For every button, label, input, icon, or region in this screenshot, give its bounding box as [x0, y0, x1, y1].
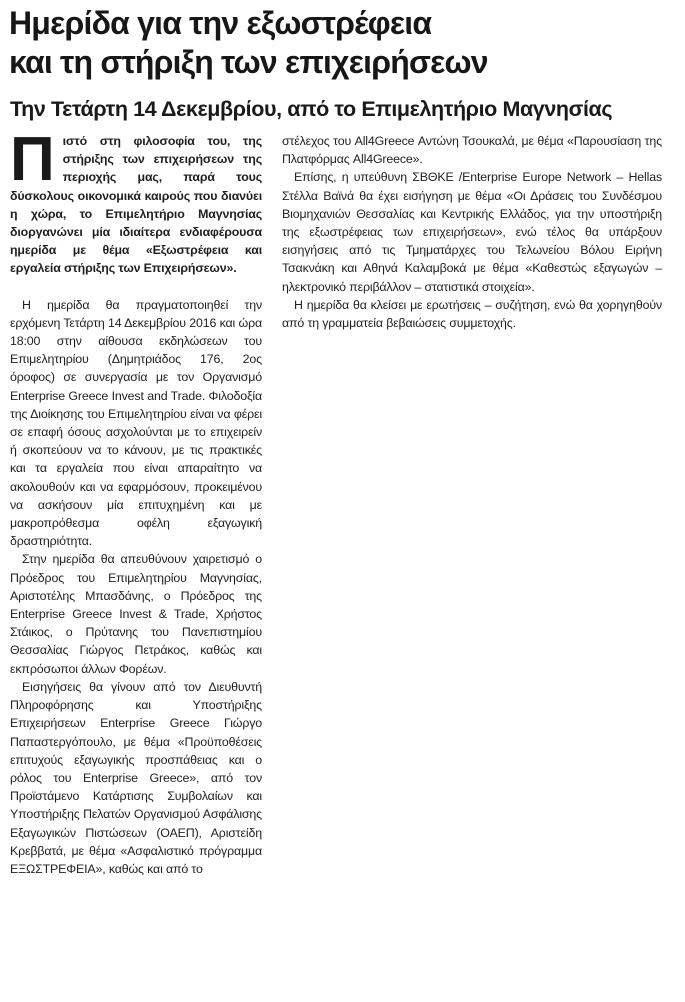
body-paragraph: Στην ημερίδα θα απευθύνουν χαιρετισμό ο Πρόεδρος του Επιμελητηρίου Μαγνησίας, Αριστοτέλης Μπασδάνης, ο Πρόεδρος της Enterprise Greece Invest & Trade, Χρήστος Στάικος, ο Πρύτανης του Πανεπιστημίου Θεσσαλίας Γιώργος Πετράκος, καθώς και εκπρόσωποι άλλων Φορέων. [10, 552, 262, 676]
column-divider [271, 132, 272, 972]
body-paragraph: Η ημερίδα θα πραγματοποιηθεί την ερχόμενη Τετάρτη 14 Δεκεμβρίου 2016 και ώρα 18:00 στην αίθουσα εκδηλώσεων του Επιμελητηρίου (Δημητριάδος 176, 2ος όροφος) σε συνεργασία με τον Οργανισμό Enterprise Greece Invest and Trade. Φιλοδοξία της Διοίκησης του Επιμελητηρίου είναι να φέρει σε επαφή όσους ασχολούνται με το επιχειρείν ή σκοπεύουν να το κάνουν, με τις πρακτικές και τα εργαλεία που είναι απαραίτητο να ακολουθούν και να εφαρμόσουν, προκειμένου να ασκήσουν μία επιτυχημένη και με μακροπρόθεσμα οφέλη εξαγωγική δραστηριότητα. [10, 297, 262, 549]
body-paragraph: Η ημερίδα θα κλείσει με ερωτήσεις – συζήτηση, ενώ θα χορηγηθούν από τη γραμματεία βεβαιώσεις συμμετοχής. [282, 297, 662, 331]
drop-cap: Π [10, 125, 55, 194]
headline-line-1: Ημερίδα για την εξωστρέφεια [9, 5, 432, 41]
subtitle: Την Τετάρτη 14 Δεκεμβρίου, από το Επιμελητήριο Μαγνησίας [10, 97, 613, 121]
headline-line-2: και τη στήριξη των επιχειρήσεων [9, 44, 488, 80]
article-column-right [282, 132, 662, 332]
headline [9, 4, 679, 82]
lead-text: ιστό στη φιλοσοφία του, της στήριξης των επιχειρήσεων της περιοχής μας, παρά τους δύσκολους οικονομικά καιρούς που διανύει η χώρα, το Επιμελητήριο Μαγνησίας διοργανώνει μία ιδιαίτερα ενδιαφέρουσα ημερίδα με θέμα «Εξωστρέφεια και εργαλεία στήριξης των Επιχειρήσεων». [10, 134, 262, 276]
body-paragraph: Επίσης, η υπεύθυνη ΣΒΘΚΕ /Enterprise Europe Network – Hellas Στέλλα Βαϊνά θα έχει εισήγηση με θέμα «Οι Δράσεις του Συνδέσμου Βιομηχανιών Θεσσαλίας και Κεντρικής Ελλάδος, για την υποστήριξη της εξωστρέφειας των επιχειρήσεων», ενώ τέλος θα υπάρξουν εισηγήσεις από τις Τμηματάρχες του Τελωνείου Βόλου Ειρήνη Τσακνάκη και Αθηνά Καλαμβοκά με θέμα «Καθεστώς εξαγωγών – ηλεκτρονικό περιβάλλον – στατιστικά στοιχεία». [282, 170, 662, 294]
lead-paragraph [10, 125, 262, 278]
body-paragraph: στέλεχος του All4Greece Αντώνη Τσουκαλά, με θέμα «Παρουσίαση της Πλατφόρμας All4Greece». [282, 134, 662, 167]
article-column-left [10, 125, 262, 878]
body-paragraph: Εισηγήσεις θα γίνουν από τον Διευθυντή Πληροφόρησης και Υποστήριξης Επιχειρήσεων Enterprise Greece Γιώργο Παπαστεργόπουλο, με θέμα «Προϋποθέσεις επιτυχούς εξαγωγικής προσπάθειας και ο ρόλος του Enterprise Greece», από τον Προϊστάμενο Κατάρτισης Συμβολαίων και Υποστήριξης Πελατών Οργανισμού Ασφάλισης Εξαγωγικών Πιστώσεων (ΟΑΕΠ), Αριστείδη Κρεββατά, με θέμα «Ασφαλιστικό πρόγραμμα ΕΞΩΣΤΡΕΦΕΙΑ», καθώς και από το [10, 679, 262, 876]
